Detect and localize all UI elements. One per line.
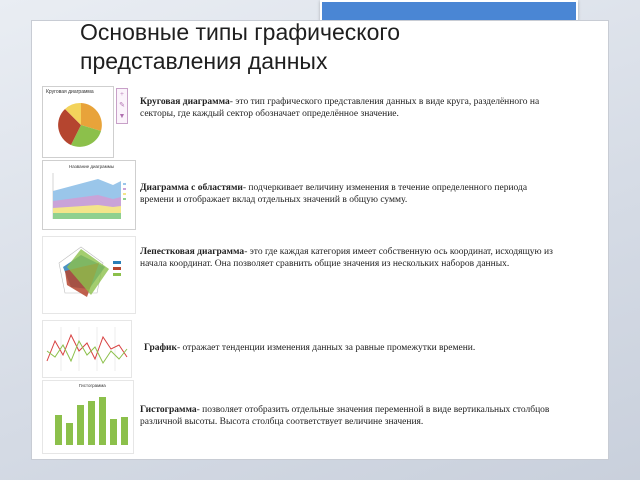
line-chart-text: - отражает тенденции изменения данных за равные промежутки времени. <box>177 343 476 353</box>
area-series-4 <box>53 213 121 219</box>
histogram-bar-6 <box>110 419 117 445</box>
line-chart-graphic <box>43 321 131 377</box>
histogram-bar-2 <box>66 423 73 445</box>
area-chart-thumbnail <box>42 160 136 230</box>
histogram-thumbnail <box>42 380 134 454</box>
histogram-text: - позволяет отобразить отдельные значения переменной в виде вертикальных столбцов различной высоты. Высота столбца соответствует величине значения. <box>140 405 550 427</box>
histogram-description <box>140 404 560 428</box>
pie-chart-description <box>140 96 560 120</box>
area-chart-thumbnail-title: Название диаграммы <box>69 164 115 169</box>
histogram-thumbnail-title: Гистограмма <box>79 383 106 388</box>
histogram-bar-1 <box>55 415 62 445</box>
radar-chart-text: - это где каждая категория имеет собственную ось координат, исходящую из начала координат. Она позволяет сравнить общие значения из нескольких наборов данных. <box>140 247 553 269</box>
slide-title <box>80 18 500 76</box>
pie-chart-thumbnail <box>42 86 114 158</box>
filter-icon: ▼ <box>118 112 126 120</box>
line-chart-term: График <box>144 343 177 353</box>
histogram-graphic <box>43 381 133 453</box>
radar-chart-description <box>140 246 560 270</box>
radar-chart-thumbnail <box>42 236 136 314</box>
area-chart-description <box>140 182 560 206</box>
histogram-bar-3 <box>77 405 84 445</box>
line-chart-thumbnail <box>42 320 132 378</box>
histogram-bar-5 <box>99 397 106 445</box>
area-chart-graphic <box>43 161 135 229</box>
histogram-term: Гистограмма <box>140 405 197 415</box>
slide-title-line-2: представления данных <box>80 48 328 74</box>
brush-icon: ✎ <box>119 101 125 109</box>
area-chart-text: - подчеркивает величину изменения в течение определенного периода времени и отображает вклад отдельных значений в общую сумму. <box>140 183 528 205</box>
line-chart-description <box>144 342 564 354</box>
pie-chart-graphic <box>43 87 113 157</box>
histogram-bar-7 <box>121 417 128 445</box>
pie-chart-text: - это тип графического представления данных в виде круга, разделённого на секторы, где каждый сектор обозначает определённое значение. <box>140 97 540 119</box>
radar-chart-term: Лепестковая диаграмма <box>140 247 245 257</box>
chart-side-toolbar[interactable] <box>116 88 128 124</box>
radar-chart-graphic <box>43 237 135 313</box>
pie-chart-term: Круговая диаграмма <box>140 97 230 107</box>
area-chart-term: Диаграмма с областями <box>140 183 243 193</box>
histogram-bar-4 <box>88 401 95 445</box>
plus-icon: + <box>120 90 124 98</box>
slide-title-line-1: Основные типы графического <box>80 19 401 45</box>
pie-chart-thumbnail-title: Круговая диаграмма <box>46 89 94 95</box>
